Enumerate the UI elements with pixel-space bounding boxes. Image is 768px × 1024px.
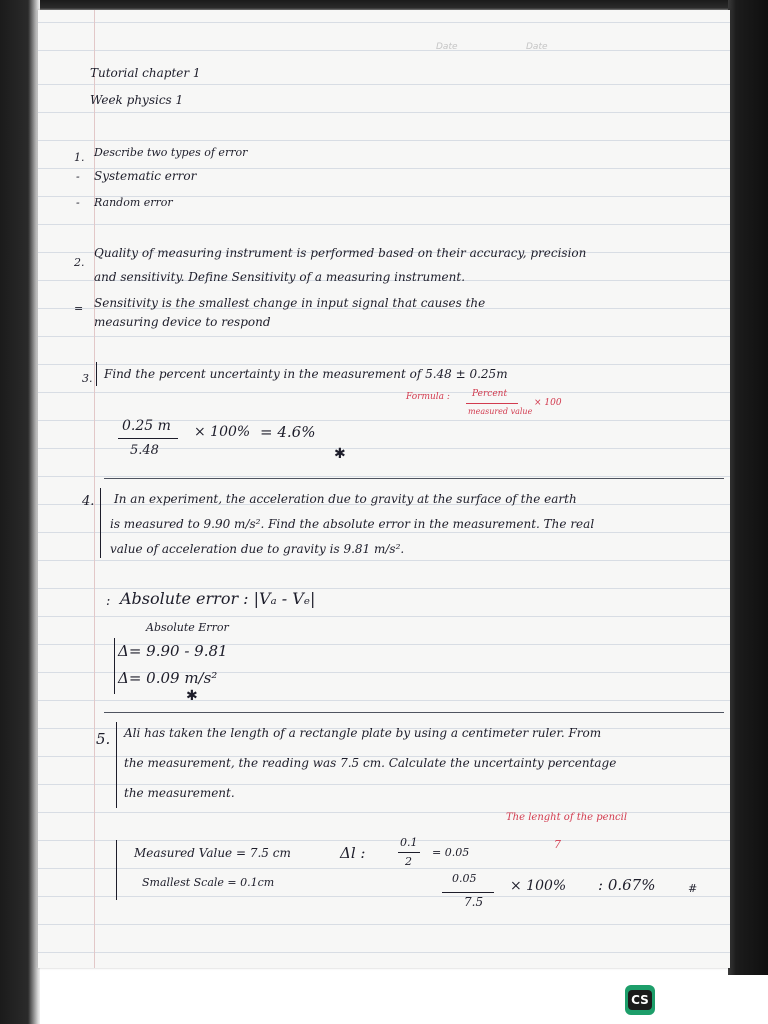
camscanner-logo-text: CS — [628, 990, 652, 1010]
faint-date-label-right: Date — [526, 42, 548, 52]
q2-number: 2. — [74, 256, 85, 269]
background-right-edge — [728, 0, 768, 975]
q4-line3: value of acceleration due to gravity is 9.81 m/s². — [110, 542, 405, 556]
q5-delta-l: Δl : — [340, 844, 366, 862]
page-title: Tutorial chapter 1 — [90, 66, 201, 80]
q5-smallest-scale: Smallest Scale = 0.1cm — [142, 876, 275, 889]
q5-delta-result: = 0.05 — [432, 846, 470, 859]
q5-percent-result: : 0.67% — [598, 876, 656, 894]
q3-formula-label: Formula : — [406, 392, 450, 402]
q1-question: Describe two types of error — [94, 146, 248, 159]
q2-answer-line1: Sensitivity is the smallest change in input signal that causes the — [94, 296, 486, 310]
q5-line2: the measurement, the reading was 7.5 cm. Calculate the uncertainty percentage — [124, 756, 617, 770]
notebook-page: Date Date Tutorial chapter 1 Week physics 1 1. Describe two types of error - Systematic error - Random error 2. Quality of measuring instrument is performed based on their accuracy, precision and sensitivity. Define Sensitivity of a measuring instrument. = Sensitivity is the smallest change in input signal that causes the measuring device to respond 3. Find the percent uncertainty in the measurement of 5.48 ± 0.25m Formula : Percent measured value × 100 0.25 m 5.48 × 100% = 4.6% ✱ 4. In an experiment, the acceleration due to gravity at the surface of the earth is measured to 9.90 m/s². Find the absolute error in the measurement. The real value of acceleration due to gravity is 9.81 m/s². : Absolute error : |Vₐ - Vₑ| Absolute Error Δ= 9.90 - 9.81 Δ= 0.09 m/s² ✱ 5. Ali has taken the length of a rectangle plate by using a centimeter ruler. From the measurement, the reading was 7.5 cm. Calculate the uncertainty percentage the measurement. The lenght of the pencil 7 Measured Value = 7.5 cm Smallest Scale = 0.1cm Δl : 0.1 2 = 0.05 0.05 7.5 × 100% : 0.67% # — [38, 10, 730, 968]
q2-line2: and sensitivity. Define Sensitivity of a measuring instrument. — [94, 270, 466, 284]
q4-step1: Δ= 9.90 - 9.81 — [118, 642, 228, 660]
page-subtitle: Week physics 1 — [90, 93, 184, 107]
answer-star-q4: ✱ — [186, 688, 198, 704]
q5-red-note-line2: 7 — [554, 838, 561, 851]
q4-absolute-error-label: Absolute Error — [146, 621, 229, 634]
q4-absolute-error-formula: Absolute error : |Vₐ - Vₑ| — [120, 589, 316, 608]
answer-star-q3: ✱ — [334, 446, 346, 462]
q5-red-note-line1: The lenght of the pencil — [506, 812, 628, 823]
q3-formula-multiplier: × 100 — [534, 398, 562, 408]
q5-measured-value: Measured Value = 7.5 cm — [134, 846, 291, 860]
q4-line1: In an experiment, the acceleration due to gravity at the surface of the earth — [114, 492, 577, 506]
q5-delta-numerator: 0.1 — [400, 836, 418, 849]
q2-line1: Quality of measuring instrument is performed based on their accuracy, precision — [94, 246, 587, 260]
q3-formula-numerator: Percent — [472, 389, 508, 399]
q4-line2: is measured to 9.90 m/s². Find the absolute error in the measurement. The real — [110, 517, 595, 531]
q3-formula-denominator: measured value — [468, 407, 533, 416]
faint-date-label-left: Date — [436, 42, 458, 52]
q4-number: 4. — [82, 494, 95, 509]
q3-number: 3. — [82, 372, 93, 385]
separator-line — [104, 478, 724, 479]
q3-numerator: 0.25 m — [122, 418, 171, 434]
q5-percent-denominator: 7.5 — [464, 895, 484, 909]
camscanner-logo — [625, 985, 655, 1015]
q1-number: 1. — [74, 151, 85, 164]
q4-step2: Δ= 0.09 m/s² — [118, 669, 218, 687]
q3-denominator: 5.48 — [130, 443, 159, 458]
q5-line1: Ali has taken the length of a rectangle plate by using a centimeter ruler. From — [124, 726, 602, 740]
q5-line3: the measurement. — [124, 786, 235, 800]
q3-times: × 100% — [194, 424, 251, 440]
q5-percent-times: × 100% — [510, 878, 567, 894]
q5-percent-numerator: 0.05 — [452, 872, 477, 885]
q3-result: = 4.6% — [260, 423, 316, 441]
answer-star-q5: # — [688, 882, 698, 895]
background-left-edge — [0, 0, 40, 1024]
q1-item-random: Random error — [94, 196, 173, 209]
q5-number: 5. — [96, 730, 111, 748]
separator-line — [104, 712, 724, 713]
q2-answer-line2: measuring device to respond — [94, 315, 271, 329]
q3-question: Find the percent uncertainty in the measurement of 5.48 ± 0.25m — [104, 367, 508, 381]
q5-delta-denominator: 2 — [405, 855, 412, 868]
q1-item-systematic: Systematic error — [94, 169, 197, 183]
